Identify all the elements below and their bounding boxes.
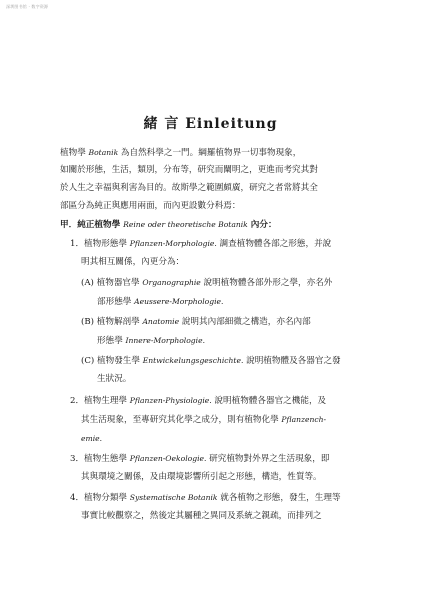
list-item: 部形態學 Aeussere-Morphologie.: [97, 297, 224, 307]
list-item: 1．植物形態學 Pflanzen-Morphologie. 調查植物體各部之形態，并說: [70, 239, 332, 249]
section-heading: 甲．純正植物學 Reine oder theoretische Botanik 內分：: [60, 220, 277, 230]
list-item: 其生活現象，至專研究其化學之成分，則有植物化學 Pflanzench-: [81, 415, 327, 425]
watermark: 深圳图书馆 · 数字资源: [6, 4, 49, 9]
list-item: (A) 植物器官學 Organographie 說明植物體各部外形之學，亦名外: [81, 278, 333, 288]
intro-line: 部區分為純正與應用兩面，而內更設數分科焉：: [60, 201, 241, 211]
list-item: 事實比較觀察之，然後定其屬種之異同及系統之親疏，而排列之: [81, 511, 322, 521]
list-item: emie.: [81, 434, 103, 443]
list-item: 2．植物生理學 Pflanzen-Physiologie. 說明植物體各器官之機能，及: [70, 396, 327, 406]
list-item: 生狀況。: [97, 374, 132, 384]
intro-line: 於人生之幸福與利害為目的。故斯學之範圍頗廣，研究之者常將其全: [60, 183, 318, 193]
list-item: 形態學 Innere-Morphologie.: [97, 336, 205, 346]
list-item: (C) 植物發生學 Entwickelungsgeschichte. 說明植物體及各器官之發: [81, 356, 341, 366]
page-title: 緒 言 Einleitung: [143, 116, 278, 132]
list-item: 4．植物分類學 Systematische Botanik 就各植物之形態，發生，生理等: [70, 493, 341, 503]
intro-line: 如關於形態，生活，類別，分布等，研究而闡明之，更進而考究其對: [60, 165, 318, 175]
list-item: 明其相互關係，內更分為：: [81, 257, 185, 267]
list-item: (B) 植物解剖學 Anatomie 說明其內部細微之構造，亦名內部: [81, 317, 311, 327]
list-item: 其與環境之關係，及由環境影響所引起之形態，構造，性質等。: [81, 472, 322, 482]
list-item: 3．植物生態學 Pflanzen-Oekologie. 研究植物對外界之生活現象，即: [70, 454, 330, 464]
intro-line: 植物學 Botanik 為自然科學之一門。綱羅植物界一切事物現象，: [60, 148, 302, 158]
